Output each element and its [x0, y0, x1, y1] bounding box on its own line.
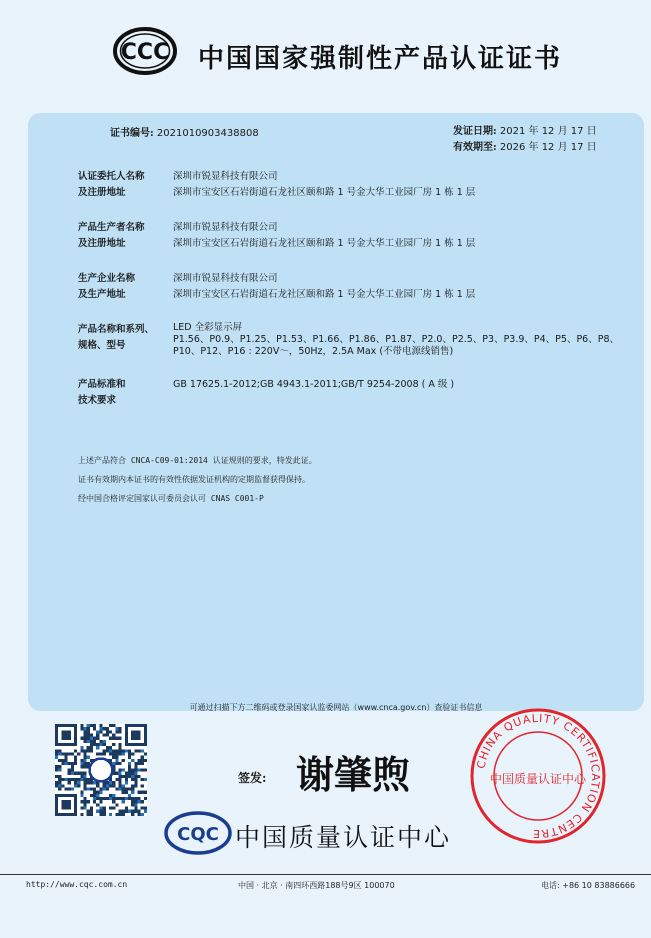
note-line: 证书有效期内本证书的有效性依据发证机构的定期监督获得保持。	[78, 475, 310, 484]
certificate-fields	[78, 169, 638, 428]
footer-phone: 电话: +86 10 83886666	[541, 881, 636, 890]
note-line: 上述产品符合 CNCA-C09-01:2014 认证规则的要求，特发此证。	[78, 456, 317, 465]
field-factory: 生产企业名称 及生产地址 深圳市锐显科技有限公司 深圳市宝安区石岩街道石龙社区颐和路 1 号金大华工业园厂房 1 栋 1 层	[78, 273, 476, 300]
certificate-dates	[453, 124, 597, 156]
svg-text:CCC: CCC	[120, 40, 170, 65]
footer-website-link[interactable]: http://www.cqc.com.cn	[26, 880, 128, 889]
certificate-notes	[78, 451, 317, 508]
verification-info: 可通过扫描下方二维码或登录国家认监委网站（www.cnca.gov.cn）查验证书信息	[189, 703, 483, 712]
field-product: 产品名称和系列、 规格、型号 LED 全彩显示屏 P1.56、P0.9、P1.25、P1.53、P1.66、P1.86、P1.87、P2.0、P2.5、P3、P3.9、P4、P5、P6、P8、P10、P12、P16 : 220V～，50Hz，2.5A Max (不带电源线销售)	[78, 322, 619, 357]
footer-address: 中国 · 北京 · 南四环西路188号9区 100070	[238, 881, 395, 890]
svg-text:中国质量认证中心: 中国质量认证中心	[489, 772, 587, 786]
signature	[292, 744, 432, 804]
organization-name: 中国质量认证中心	[235, 823, 452, 852]
verification-qr-code[interactable]	[55, 724, 147, 816]
ccc-logo	[112, 26, 178, 76]
certificate-number: 证书编号: 2021010903438808	[110, 128, 259, 139]
valid-until: 有效期至: 2026 年 12 月 17 日	[453, 142, 597, 153]
svg-text:CQC: CQC	[177, 824, 219, 845]
issue-date: 发证日期: 2021 年 12 月 17 日	[453, 126, 597, 137]
field-applicant: 认证委托人名称 及注册地址 深圳市锐显科技有限公司 深圳市宝安区石岩街道石龙社区颐和路 1 号金大华工业园厂房 1 栋 1 层	[78, 171, 476, 198]
certificate-title: 中国国家强制性产品认证证书	[198, 44, 563, 74]
field-manufacturer: 产品生产者名称 及注册地址 深圳市锐显科技有限公司 深圳市宝安区石岩街道石龙社区颐和路 1 号金大华工业园厂房 1 栋 1 层	[78, 222, 476, 249]
note-line: 经中国合格评定国家认可委员会认可 CNAS C001-P	[78, 494, 264, 503]
official-seal-stamp	[469, 707, 607, 845]
certificate-panel	[28, 113, 644, 711]
certificate-header	[0, 0, 651, 110]
svg-text:谢肇煦: 谢肇煦	[296, 752, 411, 797]
field-standards: 产品标准和 技术要求 GB 17625.1-2012;GB 4943.1-2011;GB/T 9254-2008 ( A 级 )	[78, 379, 455, 406]
cqc-logo	[163, 810, 233, 856]
signature-label: 签发:	[238, 771, 267, 785]
footer-divider	[0, 874, 651, 875]
svg-text:CHINA QUALITY CERTIFICATION CE: CHINA QUALITY CERTIFICATION CENTRE	[474, 711, 603, 841]
